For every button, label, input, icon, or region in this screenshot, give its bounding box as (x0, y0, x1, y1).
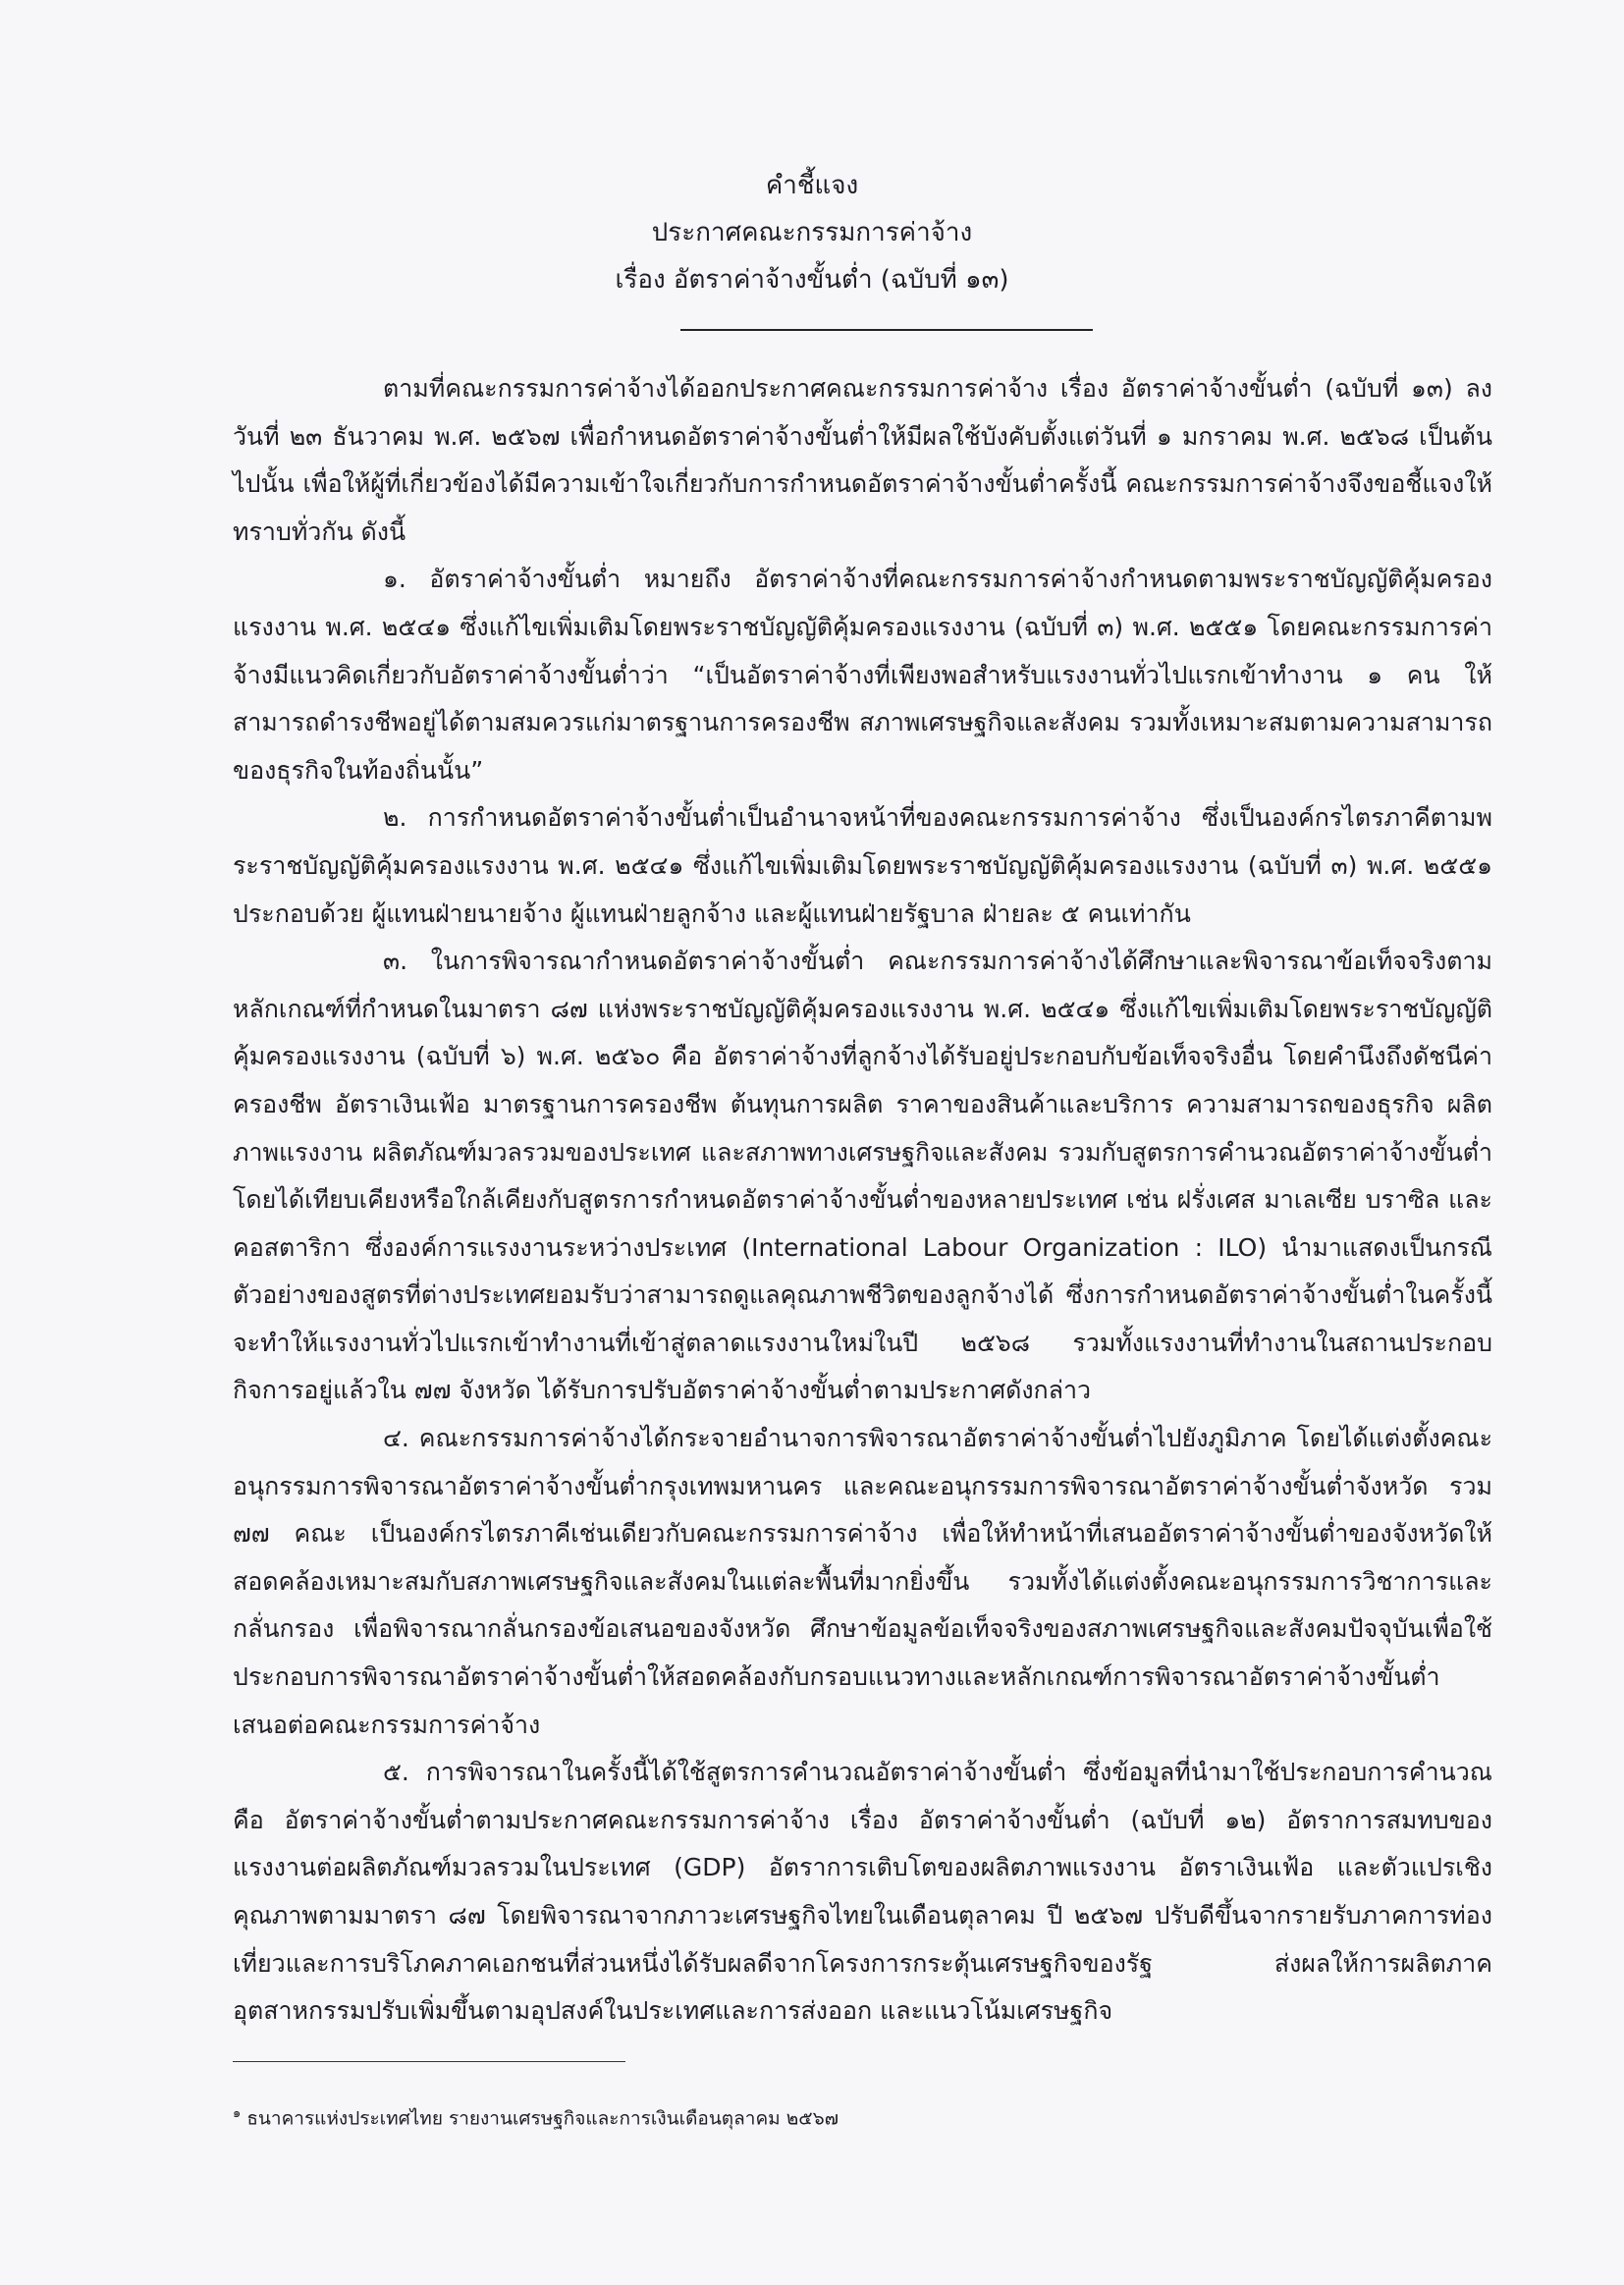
title-divider (680, 329, 1093, 331)
paragraph-5: ๕. การพิจารณาในครั้งนี้ได้ใช้สูตรการคำนวณอัตราค่าจ้างขั้นต่ำ ซึ่งข้อมูลที่นำมาใช้ประกอบการคำนวณ คือ อัตราค่าจ้างขั้นต่ำตามประกาศคณะกรรมการค่าจ้าง เรื่อง อัตราค่าจ้างขั้นต่ำ (ฉบับที่ ๑๒) อัตราการสมทบของแรงงานต่อผลิตภัณฑ์มวลรวมในประเทศ (GDP) อัตราการเติบโตของผลิตภาพแรงงาน อัตราเงินเฟ้อ และตัวแปรเชิงคุณภาพตามมาตรา ๘๗ โดยพิจารณาจากภาวะเศรษฐกิจไทยในเดือนตุลาคม ปี ๒๕๖๗ ปรับดีขึ้นจากรายรับภาคการท่องเที่ยวและการบริโภคภาคเอกชนที่ส่วนหนึ่งได้รับผลดีจากโครงการกระตุ้นเศรษฐกิจของรัฐ ส่งผลให้การผลิตภาคอุตสาหกรรมปรับเพิ่มขึ้นตามอุปสงค์ในประเทศและการส่งออก และแนวโน้มเศรษฐกิจ (233, 1758, 1492, 2026)
document-header (0, 162, 1624, 303)
paragraph-4: ๔. คณะกรรมการค่าจ้างได้กระจายอำนาจการพิจารณาอัตราค่าจ้างขั้นต่ำไปยังภูมิภาค โดยได้แต่งตั้งคณะอนุกรรมการพิจารณาอัตราค่าจ้างขั้นต่ำกรุงเทพมหานคร และคณะอนุกรรมการพิจารณาอัตราค่าจ้างขั้นต่ำจังหวัด รวม ๗๗ คณะ เป็นองค์กรไตรภาคีเช่นเดียวกับคณะกรรมการค่าจ้าง เพื่อให้ทำหน้าที่เสนออัตราค่าจ้างขั้นต่ำของจังหวัดให้สอดคล้องเหมาะสมกับสภาพเศรษฐกิจและสังคมในแต่ละพื้นที่มากยิ่งขึ้น รวมทั้งได้แต่งตั้งคณะอนุกรรมการวิชาการและกลั่นกรอง เพื่อพิจารณากลั่นกรองข้อเสนอของจังหวัด ศึกษาข้อมูลข้อเท็จจริงของสภาพเศรษฐกิจและสังคมปัจจุบันเพื่อใช้ประกอบการพิจารณาอัตราค่าจ้างขั้นต่ำให้สอดคล้องกับกรอบแนวทางและหลักเกณฑ์การพิจารณาอัตราค่าจ้างขั้นต่ำเสนอต่อคณะกรรมการค่าจ้าง (233, 1424, 1492, 1739)
header-title: คำชี้แจง (765, 171, 859, 200)
footnote (233, 2099, 839, 2133)
paragraph-1: ๑. อัตราค่าจ้างขั้นต่ำ หมายถึง อัตราค่าจ้างที่คณะกรรมการค่าจ้างกำหนดตามพระราชบัญญัติคุ้มครองแรงงาน พ.ศ. ๒๕๔๑ ซึ่งแก้ไขเพิ่มเติมโดยพระราชบัญญัติคุ้มครองแรงงาน (ฉบับที่ ๓) พ.ศ. ๒๕๕๑ โดยคณะกรรมการค่าจ้างมีแนวคิดเกี่ยวกับอัตราค่าจ้างขั้นต่ำว่า “เป็นอัตราค่าจ้างที่เพียงพอสำหรับแรงงานทั่วไปแรกเข้าทำงาน ๑ คน ให้สามารถดำรงชีพอยู่ได้ตามสมควรแก่มาตรฐานการครองชีพ สภาพเศรษฐกิจและสังคม รวมทั้งเหมาะสมตามความสามารถของธุรกิจในท้องถิ่นนั้น” (233, 565, 1492, 785)
paragraph-2: ๒. การกำหนดอัตราค่าจ้างขั้นต่ำเป็นอำนาจหน้าที่ของคณะกรรมการค่าจ้าง ซึ่งเป็นองค์กรไตรภาคีตามพระราชบัญญัติคุ้มครองแรงงาน พ.ศ. ๒๕๔๑ ซึ่งแก้ไขเพิ่มเติมโดยพระราชบัญญัติคุ้มครองแรงงาน (ฉบับที่ ๓) พ.ศ. ๒๕๕๑ ประกอบด้วย ผู้แทนฝ่ายนายจ้าง ผู้แทนฝ่ายลูกจ้าง และผู้แทนฝ่ายรัฐบาล ฝ่ายละ ๕ คนเท่ากัน (233, 803, 1492, 928)
footnote-divider (233, 2061, 625, 2062)
paragraph-intro: ตามที่คณะกรรมการค่าจ้างได้ออกประกาศคณะกรรมการค่าจ้าง เรื่อง อัตราค่าจ้างขั้นต่ำ (ฉบับที่ ๑๓) ลงวันที่ ๒๓ ธันวาคม พ.ศ. ๒๕๖๗ เพื่อกำหนดอัตราค่าจ้างขั้นต่ำให้มีผลใช้บังคับตั้งแต่วันที่ ๑ มกราคม พ.ศ. ๒๕๖๘ เป็นต้นไปนั้น เพื่อให้ผู้ที่เกี่ยวข้องได้มีความเข้าใจเกี่ยวกับการกำหนดอัตราค่าจ้างขั้นต่ำครั้งนี้ คณะกรรมการค่าจ้างจึงขอชี้แจงให้ทราบทั่วกัน ดังนี้ (233, 374, 1492, 546)
header-subject: เรื่อง อัตราค่าจ้างขั้นต่ำ (ฉบับที่ ๑๓) (615, 265, 1009, 295)
paragraph-3: ๓. ในการพิจารณากำหนดอัตราค่าจ้างขั้นต่ำ คณะกรรมการค่าจ้างได้ศึกษาและพิจารณาข้อเท็จจริงตามหลักเกณฑ์ที่กำหนดในมาตรา ๘๗ แห่งพระราชบัญญัติคุ้มครองแรงงาน พ.ศ. ๒๕๔๑ ซึ่งแก้ไขเพิ่มเติมโดยพระราชบัญญัติคุ้มครองแรงงาน (ฉบับที่ ๖) พ.ศ. ๒๕๖๐ คือ อัตราค่าจ้างที่ลูกจ้างได้รับอยู่ประกอบกับข้อเท็จจริงอื่น โดยคำนึงถึงดัชนีค่าครองชีพ อัตราเงินเฟ้อ มาตรฐานการครองชีพ ต้นทุนการผลิต ราคาของสินค้าและบริการ ความสามารถของธุรกิจ ผลิตภาพแรงงาน ผลิตภัณฑ์มวลรวมของประเทศ และสภาพทางเศรษฐกิจและสังคม รวมกับสูตรการคำนวณอัตราค่าจ้างขั้นต่ำ โดยได้เทียบเคียงหรือใกล้เคียงกับสูตรการกำหนดอัตราค่าจ้างขั้นต่ำของหลายประเทศ เช่น ฝรั่งเศส มาเลเซีย บราซิล และคอสตาริกา ซึ่งองค์การแรงงานระหว่างประเทศ (International Labour Organization : ILO) นำมาแสดงเป็นกรณีตัวอย่างของสูตรที่ต่างประเทศยอมรับว่าสามารถดูแลคุณภาพชีวิตของลูกจ้างได้ ซึ่งการกำหนดอัตราค่าจ้างขั้นต่ำในครั้งนี้จะทำให้แรงงานทั่วไปแรกเข้าทำงานที่เข้าสู่ตลาดแรงงานใหม่ในปี ๒๕๖๘ รวมทั้งแรงงานที่ทำงานในสถานประกอบกิจการอยู่แล้วใน ๗๗ จังหวัด ได้รับการปรับอัตราค่าจ้างขั้นต่ำตามประกาศดังกล่าว (233, 947, 1492, 1405)
footnote-mark: ๑ (233, 2106, 242, 2121)
header-announcement: ประกาศคณะกรรมการค่าจ้าง (651, 218, 973, 247)
document-body (233, 365, 1492, 2036)
footnote-text: ธนาคารแห่งประเทศไทย รายงานเศรษฐกิจและการเงินเดือนตุลาคม ๒๕๖๗ (246, 2107, 839, 2130)
